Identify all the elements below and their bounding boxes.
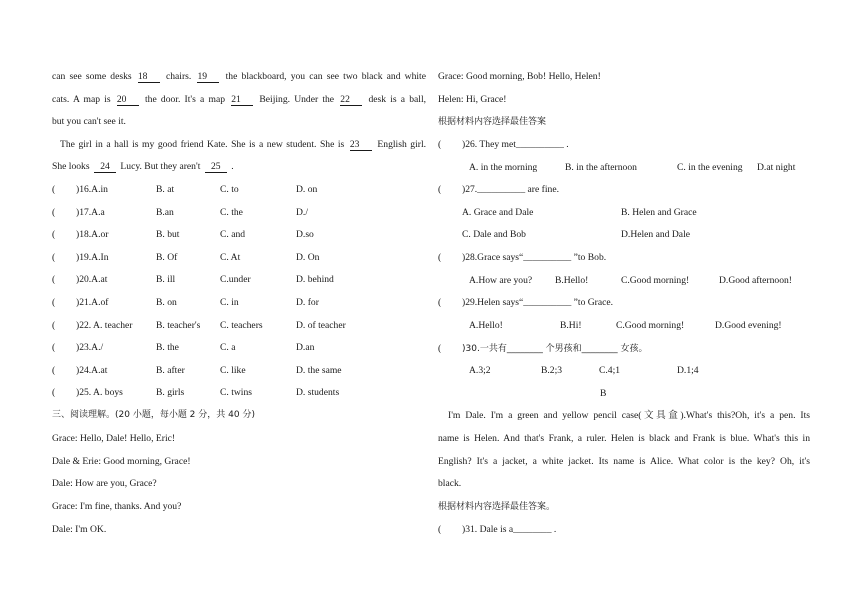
option-b: B. but (156, 229, 180, 241)
answer-paren: ( (52, 319, 56, 331)
question-option-a: )18.A.or (76, 229, 109, 241)
option-d: D./ (296, 206, 308, 218)
option-d: D.Good evening! (715, 320, 782, 331)
blank-18: 18 (138, 72, 160, 83)
question-option-a: )24.A.at (76, 364, 108, 376)
option-b: B.Hello! (555, 275, 589, 286)
question-option-a: )25. A. boys (76, 387, 123, 399)
blank-20: 20 (117, 95, 139, 106)
option-c: C. like (220, 364, 246, 376)
blank-22: 22 (340, 95, 362, 106)
blank-19: 19 (197, 72, 219, 83)
option-d: D.Helen and Dale (621, 229, 690, 240)
option-c: C.4;1 (599, 365, 621, 376)
passage-line: English? It's a jacket, a white jacket. Its name is Alice. What color is the key? Oh, it's (438, 456, 810, 467)
answer-paren: ( (52, 184, 56, 195)
cloze-line-4: The girl in a hall is my good friend Kate. She is a new student. She is 23 English girl. (60, 139, 427, 150)
option-b: B. at (156, 184, 175, 195)
option-b: B. girls (156, 387, 185, 399)
option-b: B. in the afternoon (565, 162, 637, 173)
passage-line: black. (438, 478, 462, 489)
question-30: ( )30.一共有________ 个男孩和________ 女孩。 (438, 343, 648, 354)
option-b: B. Helen and Grace (621, 207, 697, 218)
question-option-a: )19.A.In (76, 251, 109, 263)
option-d: D. behind (296, 274, 334, 286)
option-b: B. ill (156, 274, 176, 286)
option-b: B. the (156, 342, 179, 354)
blank-24: 24 (94, 162, 116, 173)
option-d: D.so (296, 229, 314, 241)
cloze-line-1: can see some desks 18 chairs. 19 the blackboard, you can see two black and white (52, 71, 426, 82)
option-a: A.3;2 (469, 365, 491, 376)
option-c: C. and (220, 229, 246, 241)
option-c: C.Good morning! (621, 275, 690, 286)
option-d: D. students (296, 387, 340, 399)
question-option-a: )20.A.at (76, 274, 108, 286)
question-31: ( )31. Dale is a________ . (438, 524, 557, 535)
option-c: C. the (220, 206, 243, 218)
passage-line: name is Helen. And that's Frank, a ruler. Helen is black and Frank is blue. What's this in (438, 433, 810, 444)
option-a: A. Grace and Dale (462, 207, 534, 218)
dialogue-line: Helen: Hi, Grace! (438, 94, 507, 105)
question-29: ( )29.Helen says“__________ ”to Grace. (438, 297, 614, 308)
question-option-a: )16.A.in (76, 184, 108, 195)
option-a: A.Hello! (469, 320, 503, 331)
option-c: C. twins (220, 387, 252, 399)
answer-paren: ( (52, 297, 56, 308)
option-c: C. teachers (220, 319, 263, 331)
answer-paren: ( (52, 206, 56, 218)
section-title: 三、阅读理解。(20 小题，每小题 2 分，共 40 分) (52, 410, 255, 420)
option-c: C. to (220, 184, 239, 195)
question-option-a: )22. A. teacher (76, 319, 133, 331)
dialogue-line: Dale: How are you, Grace? (52, 478, 157, 489)
answer-paren: ( (52, 229, 56, 241)
option-d: D. for (296, 297, 319, 308)
dialogue-line: Dale & Erie: Good morning, Grace! (52, 456, 191, 467)
option-d: D.at night (757, 162, 796, 173)
option-b: B.an (156, 206, 174, 218)
option-c: C.under (220, 274, 251, 286)
option-b: B. teacher's (156, 319, 201, 331)
passage-line: I'm Dale. I'm a green and yellow pencil case(文具盒).What's this?Oh, it's a pen. Its (448, 410, 810, 421)
question-option-a: )17.A.a (76, 206, 105, 218)
option-c: C. Dale and Bob (462, 229, 526, 240)
option-c: C. in (220, 297, 239, 308)
question-option-a: )23.A./ (76, 342, 104, 354)
option-b: B. Of (156, 251, 178, 263)
instruction: 根据材料内容选择最佳答案 (438, 117, 547, 127)
option-d: D. On (296, 251, 320, 263)
question-26: ( )26. They met__________ . (438, 139, 569, 150)
option-b: B.2;3 (541, 365, 563, 376)
question-28: ( )28.Grace says“__________ ”to Bob. (438, 252, 607, 263)
option-a: A. in the morning (469, 162, 538, 173)
option-c: C. in the evening (677, 162, 743, 173)
option-c: C. a (220, 342, 236, 354)
option-d: D. on (296, 184, 318, 195)
option-d: D.1;4 (677, 365, 699, 376)
answer-paren: ( (52, 364, 56, 376)
option-d: D.Good afternoon! (719, 275, 792, 286)
option-c: C.Good morning! (616, 320, 685, 331)
answer-paren: ( (52, 251, 56, 263)
dialogue-line: Grace: I'm fine, thanks. And you? (52, 501, 182, 512)
cloze-line-3: but you can't see it. (52, 116, 126, 127)
instruction: 根据材料内容选择最佳答案。 (438, 502, 556, 512)
option-a: A.How are you? (469, 275, 533, 286)
answer-paren: ( (52, 274, 56, 286)
question-option-a: )21.A.of (76, 297, 109, 308)
option-d: D.an (296, 342, 315, 354)
answer-paren: ( (52, 342, 56, 354)
question-27: ( )27.__________ are fine. (438, 184, 559, 195)
cloze-line-2: cats. A map is 20 the door. It's a map 21 Beijing. Under the 22 desk is a ball, (52, 94, 427, 105)
option-c: C. At (220, 251, 241, 263)
option-d: D. of teacher (296, 319, 346, 331)
answer-mark: B (600, 388, 607, 399)
blank-21: 21 (231, 95, 253, 106)
dialogue-line: Dale: I'm OK. (52, 524, 107, 535)
option-d: D. the same (296, 364, 342, 376)
cloze-line-5: She looks 24 Lucy. But they aren't 25 . (52, 161, 234, 172)
option-b: B. after (156, 364, 185, 376)
answer-paren: ( (52, 387, 56, 399)
option-b: B.Hi! (560, 320, 582, 331)
blank-25: 25 (205, 162, 227, 173)
blank-23: 23 (350, 140, 372, 151)
dialogue-line: Grace: Hello, Dale! Hello, Eric! (52, 433, 176, 444)
option-b: B. on (156, 297, 177, 308)
dialogue-line: Grace: Good morning, Bob! Hello, Helen! (438, 71, 601, 82)
